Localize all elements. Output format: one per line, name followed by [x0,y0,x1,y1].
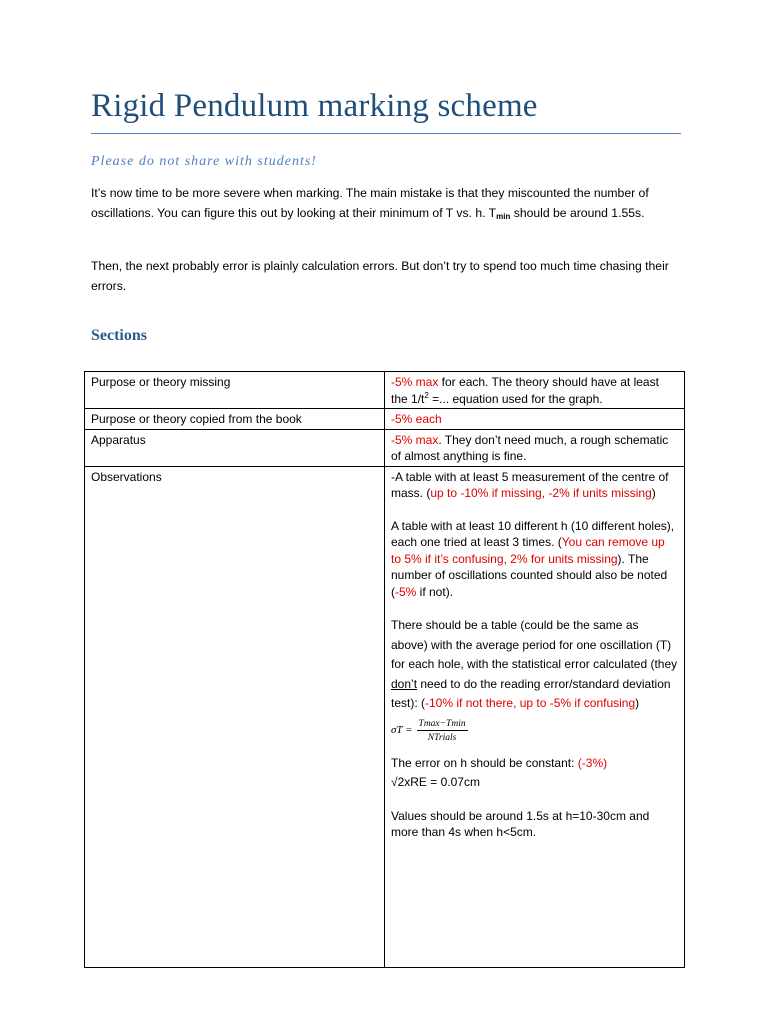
criteria-text: A table with at least 10 different h (10 different holes), each one tried at least 3 times. ( [391,518,675,549]
table-row [85,429,685,466]
row-label: Purpose or theory copied from the book [85,409,385,430]
criteria-text: -A table with at least 5 measurement of the centre of mass. ( [391,469,669,500]
document-title: Rigid Pendulum marking scheme [91,88,538,124]
row-label: Observations [85,466,385,967]
table-row [85,466,685,967]
criteria-text: ) [635,696,640,710]
spacer [391,502,678,518]
criteria-text: Values should be around 1.5s at h=10-30cm and more than 4s when h<5cm. [391,808,650,839]
criteria-text: need to do the reading error/standard deviation test): ( [391,676,671,710]
criteria-text: The error on h should be constant: [391,755,578,770]
criteria-block [391,518,678,601]
penalty-text: -5% [395,584,417,599]
spacer [391,792,678,808]
criteria-block [391,616,678,714]
penalty-text: -10% if not there, up to -5% if confusing [425,696,636,710]
row-label: Purpose or theory missing [85,372,385,409]
criteria-text: =... equation used for the graph. [428,391,603,406]
formula-numerator: Tmax−Tmin [418,718,466,729]
formula-fraction [417,718,468,744]
sections-heading: Sections [91,327,147,344]
criteria-block [391,469,678,502]
row-criteria [385,466,685,967]
criteria-text: √2xRE = 0.07cm [391,774,480,789]
row-label: Apparatus [85,429,385,466]
intro-text-a: It’s now time to be more severe when marking. The main mistake is that they miscounted the number of oscillations. You can figure this out by looking at their minimum of T vs. h. T [91,186,649,220]
title-underline-rule [91,133,681,134]
criteria-block [391,808,678,841]
table-row [85,372,685,409]
criteria-block [391,754,678,792]
criteria-text: ) [651,486,656,500]
criteria-text: There should be a table (could be the same as above) with the average period for one oscillation (T) for each hole, with the statistical error calculated (they [391,618,678,671]
penalty-text: You can remove up to 5% if it’s confusing, 2% for units missing [391,535,665,566]
criteria-text: for each. The theory should have at least the 1/t [391,375,659,406]
intro-text-b: should be around 1.55s. [510,205,645,220]
intro-subscript: min [496,211,511,221]
penalty-text: -5% max [391,375,439,389]
spacer [391,600,678,616]
penalty-text: -5% max [391,432,439,447]
formula-denominator: NTrials [427,732,457,743]
sigma-formula [391,718,678,744]
errors-paragraph: Then, the next probably error is plainly calculation errors. But don’t try to spend too much time chasing their errors. [91,259,669,293]
table-row [85,409,685,430]
criteria-text: . They don’t need much, a rough schematic of almost anything is fine. [391,432,669,463]
intro-paragraph [91,184,686,223]
penalty-text: up to -10% if missing, -2% if units missing [430,486,652,500]
criteria-text: if not). [416,584,454,599]
row-criteria [385,409,685,430]
penalty-text: -5% each [391,412,442,426]
formula-lhs: σT = [391,724,413,737]
penalty-text: (-3%) [577,755,608,770]
document-subtitle: Please do not share with students! [91,154,317,169]
criteria-text: ). The number of oscillations counted should also be noted ( [391,551,668,599]
marking-scheme-table [84,371,685,968]
row-criteria [385,372,685,409]
underlined-text: don’t [391,676,418,691]
row-criteria [385,429,685,466]
superscript: 2 [424,390,429,400]
